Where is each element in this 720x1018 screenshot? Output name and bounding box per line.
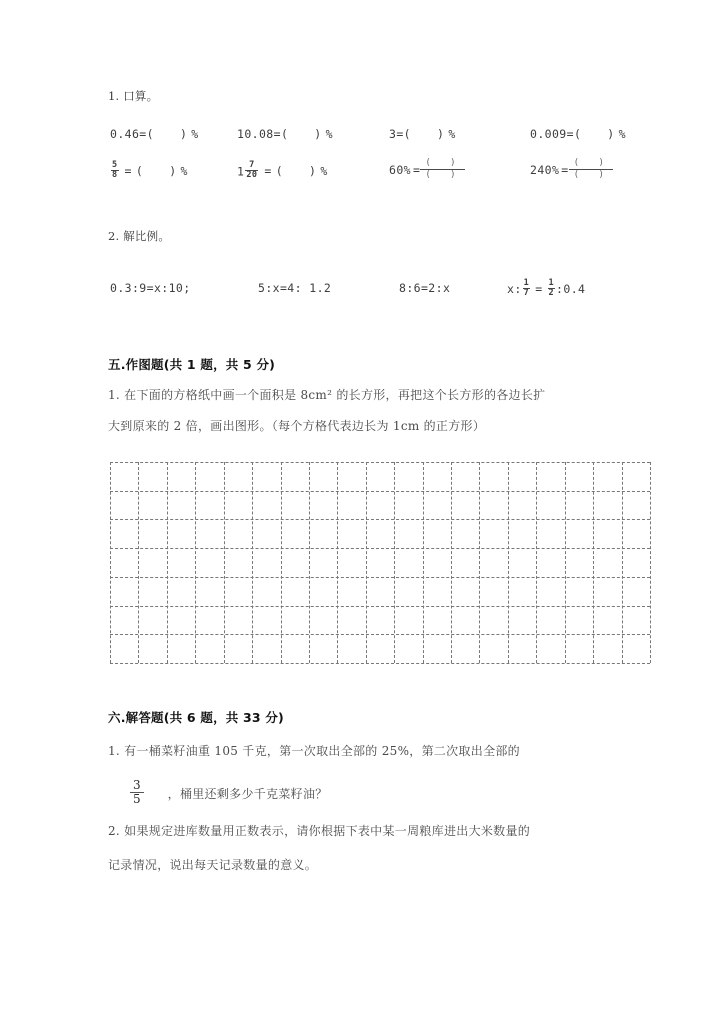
q1-item-5-eq: =: [124, 163, 132, 178]
mixed-fraction-part: [245, 161, 258, 180]
grid-line-vertical: [309, 462, 310, 663]
q1-item-3-unit: %: [448, 127, 456, 141]
fraction-one-seventh: [523, 279, 531, 298]
q1-item-2: [237, 127, 333, 141]
q1-item-6-unit: %: [320, 163, 328, 178]
fraction-five-eighths: [111, 161, 119, 180]
section-6-question-1-continuation: [130, 780, 328, 807]
blank-fraction: [420, 159, 464, 180]
q2-item-4: [507, 280, 585, 299]
q1-item-1-close-paren: ): [179, 127, 188, 141]
q1-item-7: [389, 160, 465, 181]
fraction-three-fifths: [130, 779, 144, 806]
q1-item-3: [389, 127, 456, 141]
grid-line-vertical: [224, 462, 225, 663]
grid-lines-container: [110, 462, 650, 663]
grid-line-horizontal: [110, 519, 650, 520]
q1-item-1-unit: %: [191, 127, 199, 141]
q1-item-5-close-paren: ): [169, 163, 177, 178]
section-6-heading: 六.解答题(共 6 题，共 33 分): [108, 710, 284, 725]
q2-item-2: 5:x=4: 1.2: [258, 281, 332, 295]
q1-item-4-close-paren: ): [607, 127, 615, 141]
fraction-denominator: 5: [133, 792, 141, 807]
fraction-numerator: 1: [548, 278, 555, 288]
grid-line-vertical: [252, 462, 253, 663]
q1-item-7-lhs: 60%: [389, 163, 411, 177]
grid-line-vertical: [508, 462, 509, 663]
section-6-question-1-line-1: 1. 有一桶菜籽油重 105 千克，第一次取出全部的 25%，第二次取出全部的: [108, 744, 520, 758]
grid-line-horizontal: [110, 663, 650, 664]
q2-item-1: 0.3:9=x:10;: [110, 281, 191, 295]
q2-item-3: 8:6=2:x: [399, 281, 451, 295]
fraction-numerator-blank: ( ): [569, 159, 613, 170]
q1-item-8: [530, 160, 613, 181]
grid-line-horizontal: [110, 462, 650, 463]
grid-line-horizontal: [110, 634, 650, 635]
q2-item-4-suffix: :0.4: [556, 281, 586, 296]
fraction-denominator-blank: ( ): [573, 170, 611, 180]
grid-line-vertical: [281, 462, 282, 663]
q1-item-6-close-paren: ): [309, 163, 317, 178]
blank-fraction: [569, 159, 613, 180]
grid-line-vertical: [593, 462, 594, 663]
q1-item-8-lhs: 240%: [530, 163, 560, 177]
q1-item-2-unit: %: [325, 127, 333, 141]
grid-line-vertical: [451, 462, 452, 663]
grid-line-vertical: [622, 462, 623, 663]
q1-item-2-open-paren: (: [280, 127, 289, 141]
q1-item-3-close-paren: ): [436, 127, 445, 141]
q2-item-4-prefix: x:: [507, 281, 522, 296]
grid-line-vertical: [195, 462, 196, 663]
q1-item-2-close-paren: ): [314, 127, 322, 141]
section-5-question-1-line-1: 1. 在下面的方格纸中画一个面积是 8cm² 的长方形，再把这个长方形的各边长扩: [108, 388, 546, 402]
fraction-numerator-blank: ( ): [420, 159, 464, 170]
grid-line-vertical: [394, 462, 395, 663]
fraction-denominator-blank: ( ): [425, 170, 463, 180]
grid-line-vertical: [337, 462, 338, 663]
grid-line-vertical: [650, 462, 651, 663]
q1-item-6-eq: =: [264, 163, 272, 178]
section-5-question-1-line-2: 大到原来的 2 倍，画出图形。（每个方格代表边长为 1cm 的正方形）: [108, 419, 486, 433]
section-6-question-2-line-2: 记录情况，说出每天记录数量的意义。: [108, 858, 318, 872]
grid-line-vertical: [138, 462, 139, 663]
fraction-numerator: 1: [523, 278, 530, 288]
fraction-denominator: 2: [548, 287, 555, 298]
q1-item-4-lhs: 0.009=: [530, 127, 574, 141]
grid-line-vertical: [479, 462, 480, 663]
q1-item-5-unit: %: [180, 163, 188, 178]
grid-line-horizontal: [110, 548, 650, 549]
q1-item-7-eq: =: [412, 163, 421, 177]
mixed-whole-part: 1: [237, 164, 245, 179]
grid-line-vertical: [536, 462, 537, 663]
q1-item-3-lhs: 3=: [389, 127, 404, 141]
fraction-one-half: [548, 279, 556, 298]
section-6-question-2-line-1: 2. 如果规定进库数量用正数表示，请你根据下表中某一周粮库进出大米数量的: [108, 824, 531, 838]
section-6-question-1-line-2: ，桶里还剩多少千克菜籽油？: [167, 787, 328, 802]
exercise-2-label: 2. 解比例。: [108, 229, 171, 243]
grid-line-horizontal: [110, 491, 650, 492]
grid-line-vertical: [423, 462, 424, 663]
q1-item-6-open-paren: (: [275, 163, 284, 178]
fraction-numerator: 7: [245, 161, 258, 171]
grid-line-horizontal: [110, 606, 650, 607]
q1-item-5-open-paren: (: [135, 163, 144, 178]
grid-line-vertical: [167, 462, 168, 663]
exercise-1-label: 1. 口算。: [108, 89, 159, 103]
grid-line-vertical: [366, 462, 367, 663]
q2-item-4-eq: =: [535, 281, 543, 296]
q1-item-3-open-paren: (: [403, 127, 411, 141]
fraction-denominator: 7: [523, 287, 530, 298]
grid-line-vertical: [565, 462, 566, 663]
q1-item-1-lhs: 0.46=: [110, 127, 147, 141]
fraction-numerator: 3: [130, 779, 144, 793]
q1-item-1: [110, 127, 199, 141]
fraction-denominator: 8: [112, 169, 118, 180]
grid-line-vertical: [110, 462, 111, 663]
q1-item-6: [237, 162, 328, 181]
grid-line-horizontal: [110, 577, 650, 578]
q1-item-4: [530, 127, 626, 141]
grid-paper: [110, 462, 650, 663]
fraction-numerator: 5: [112, 160, 118, 170]
q1-item-4-open-paren: (: [573, 127, 582, 141]
section-5-heading: 五.作图题(共 1 题，共 5 分): [108, 357, 276, 372]
fraction-denominator: 20: [246, 169, 258, 180]
q1-item-4-unit: %: [618, 127, 626, 141]
q1-item-5: [110, 162, 188, 181]
mixed-number-one-and-seven-twentieths: [237, 162, 259, 181]
q1-item-2-lhs: 10.08=: [237, 127, 281, 141]
q1-item-8-eq: =: [561, 163, 569, 177]
q1-item-1-open-paren: (: [146, 127, 154, 141]
